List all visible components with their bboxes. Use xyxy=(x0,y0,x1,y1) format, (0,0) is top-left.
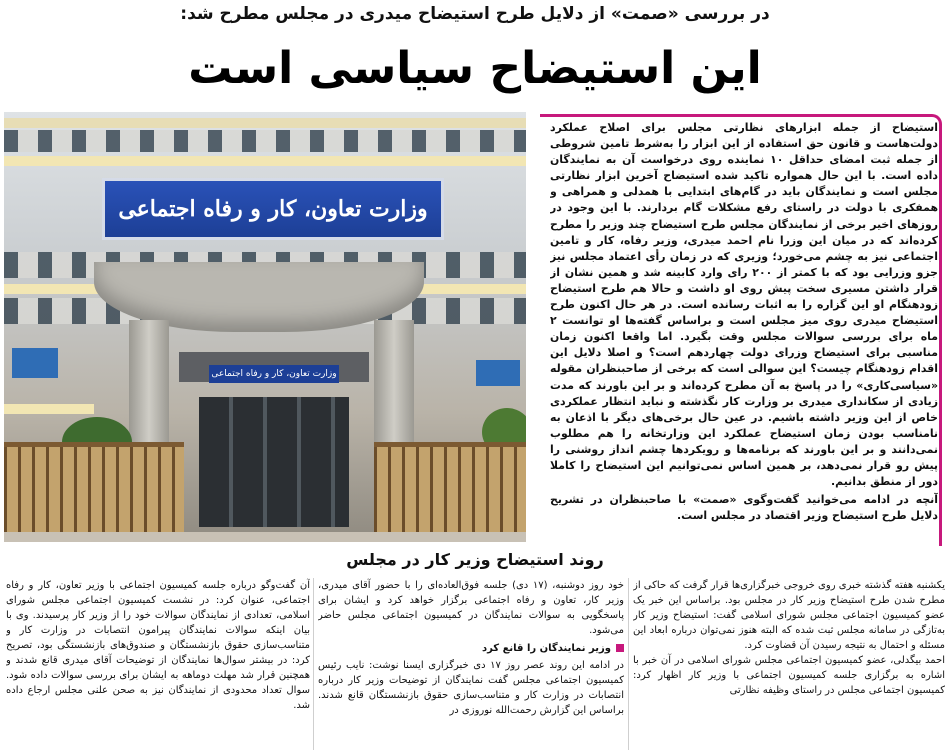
blue-banner xyxy=(12,348,58,378)
body-paragraph: یکشنبه هفته گذشته خبری روی خروجی خبرگزاری‌ها قرار گرفت که حاکی از مطرح شدن طرح استیضاح وزیر کار در مجلس بود. براساس این خبر یک عضو کمیسیون اجتماعی مجلس شورای اسلامی گفت: استیضاح وزیر کار به‌تازگی در سامانه مجلس ثبت شده که البته هنوز نمی‌توان درباره ابعاد این مسئله و احتمال به نتیجه رسیدن آن قضاوت کرد. xyxy=(633,580,945,651)
headline: این استیضاح سیاسی است xyxy=(188,43,762,94)
building-floor-band xyxy=(4,118,526,128)
right-fence xyxy=(374,442,526,542)
section-title: روند استیضاح وزیر کار در مجلس xyxy=(346,550,604,569)
subheading-text: وزیر نمایندگان را قانع کرد xyxy=(481,643,611,654)
blue-banner xyxy=(476,360,520,386)
lead-paragraph-closing: آنچه در ادامه می‌خوانید گفت‌وگوی «صمت» با صاحبنظران در تشریح دلایل طرح استیضاح وزیر اقتصاد در مجلس است. xyxy=(550,493,938,523)
body-paragraph: خود روز دوشنبه، (۱۷ دی) جلسه فوق‌العاده‌ای را با حضور آقای میدری، وزیر کار، تعاون و رفاه اجتماعی برگزار خواهد کرد و ایشان برای پاسخگویی به سوالات نمایندگان در کمیسیون اجتماعی مجلس حاضر می‌شود. xyxy=(318,580,624,636)
entrance-sign: وزارت تعاون، کار و رفاه اجتماعی xyxy=(209,365,339,383)
body-column-middle xyxy=(318,578,624,750)
body-paragraph: احمد بیگدلی، عضو کمیسیون اجتماعی مجلس شورای اسلامی در آن خبر با اشاره به برگزاری جلسه کمیسیون اجتماعی با وزیر کار اظهار کرد: کمیسیون اجتماعی مجلس در راستای وظیفه نظارتی xyxy=(633,655,945,696)
entrance-doors xyxy=(199,397,349,527)
building-floor-band xyxy=(4,404,94,414)
lead-text xyxy=(550,120,938,544)
body-paragraph: در ادامه این روند عصر روز ۱۷ دی خبرگزاری ایسنا نوشت: نایب رئیس کمیسیون اجتماعی مجلس گفت نمایندگان از توضیحات وزیر کار درباره انتصابات در وزارت کار و متناسب‌سازی حقوق بازنشستگان قانع شدند. براساس این گزارش رحمت‌الله نوروزی در xyxy=(318,660,624,716)
subheading xyxy=(318,641,624,656)
ministry-building-photo xyxy=(4,112,526,542)
body-paragraph: آن گفت‌وگو درباره جلسه کمیسیون اجتماعی با وزیر تعاون، کار و رفاه اجتماعی، عنوان کرد: در نشست کمیسیون اجتماعی مجلس شورای اسلامی، تعدادی از نمایندگان سوالات خود را از وزیر کار پرسیدند. وی با بیان اینکه سوالات نمایندگان پیرامون انتصابات در وزارت کار و متناسب‌سازی حقوق بازنشستگان و صندوق‌های بازنشستگی بود، تصریح کرد: در بیشتر سوال‌ها نمایندگان از توضیحات آقای میدری قانع شدند و همچنین قرار شد مهلت دوماهه به ایشان برای بررسی سوالات داده شود. سوال تعداد محدودی از نمایندگان نیز به صحن علنی مجلس ارجاع داده شد. xyxy=(6,580,310,711)
lead-paragraph: استیضاح از جمله ابزارهای نظارتی مجلس برای اصلاح عملکرد دولت‌هاست و قانون حق استفاده از این ابزار را به‌شرط تامین شروطی از جمله ثبت امضای حداقل ۱۰ نماینده روی درخواست آن به نمایندگان داده است. با این حال همواره تاکید شده استیضاح آخرین ابزار نظارتی مجلس است و نمایندگان باید در گام‌های ابتدایی با همدلی و همراهی و همفکری با دولت در راستای رفع مشکلات گام بردارند. با این وجود در روزهای اخیر برخی از نمایندگان مجلس طرح استیضاح چند وزیر را مطرح کرده‌اند که در میان این وزرا نام احمد میدری، وزیر رفاه، کار و تامین اجتماعی نیز به چشم می‌خورد؛ وزیری که در زمان رأی اعتماد مجلس نیز جزو وزرایی بود که با کمتر از ۲۰۰ رای وارد کابینه شد و همین نشان از قرار داشتن مسیری سخت پیش روی او داشت و حالا هم طرح استیضاح زودهنگام او این گزاره را به اثبات رسانده است. در هر حال اکنون طرح استیضاح میدری روی میز مجلس است و براساس گفته‌ها او توانست ۲ ماه برای بررسی سوالات مجلس وقت بگیرد. اما واقعا اکنون زمان مناسبی برای استیضاح وزرای دولت چهاردهم است؟ و اصلا دلایل این اقدام زودهنگام چیست؟ این سوالی است که برخی از صاحبنظران مقوله «سیاسی‌کاری» را در پاسخ به آن مطرح کرده‌اند و بر این باورند که مدت زیادی از سکانداری میدری بر وزارت کار نگذشته و نباید انتظار عملکردی خاص از این وزیر داشته باشیم. در عین حال برخی‌های دیگر با اذعان به نامناسب بودن زمان استیضاح عملکرد این وزارتخانه را هم مطلوب نمی‌دانند و بر این باورند که برنامه‌ها و رویکردها چشم انداز روشنی را پیش رو قرار نمی‌دهد، بر همین اساس نمی‌توانیم این استیضاح را کاملا دور از منطق بدانیم. xyxy=(550,121,938,489)
left-fence xyxy=(4,442,184,542)
ministry-sign: وزارت تعاون، کار و رفاه اجتماعی xyxy=(102,178,444,240)
column-divider xyxy=(628,578,629,750)
building-floor-band xyxy=(4,156,526,166)
window-row xyxy=(4,130,526,152)
body-column-right xyxy=(633,578,945,750)
kicker-line: در بررسی «صمت» از دلایل طرح استیضاح میدری در مجلس مطرح شد: xyxy=(180,4,770,24)
square-bullet-icon xyxy=(616,644,624,652)
body-column-left xyxy=(6,578,310,750)
pavement xyxy=(4,532,526,542)
column-divider xyxy=(313,578,314,750)
